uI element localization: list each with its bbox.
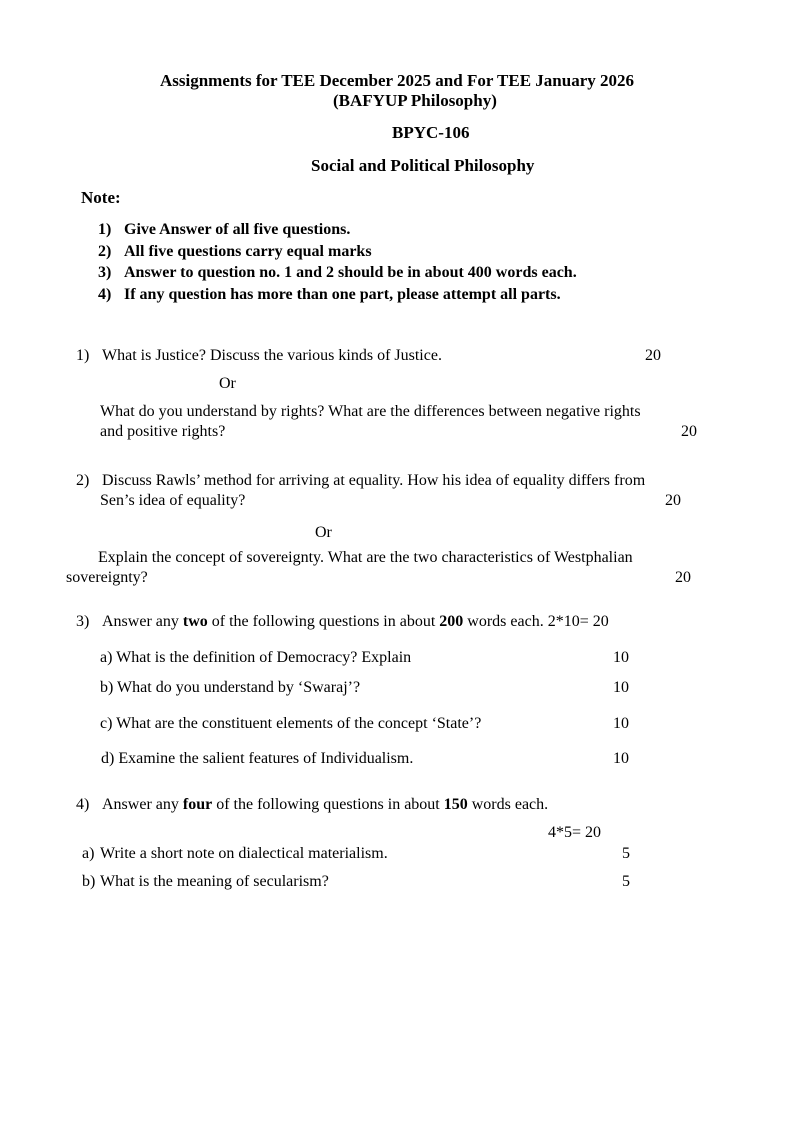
q4-part-b: b) What is the meaning of secularism? — [82, 873, 329, 890]
q2-alt-line-1: Explain the concept of sovereignty. What are the two characteristics of Westphalian — [98, 549, 633, 566]
question-number: 4) — [76, 796, 90, 813]
q3-part-b: b) What do you understand by ‘Swaraj’? — [100, 679, 361, 696]
q1-alt-line-2: and positive rights? — [100, 423, 226, 440]
question-number: 3) — [76, 613, 90, 630]
course-name: Social and Political Philosophy — [311, 156, 535, 175]
q3-part-d: d) Examine the salient features of Individualism. — [101, 750, 414, 767]
q2-or: Or — [315, 524, 332, 541]
q2-alt-line-2: sovereignty? — [66, 569, 148, 586]
note-label: Note: — [81, 188, 121, 207]
q3-part-c: c) What are the constituent elements of the concept ‘State’? — [100, 715, 482, 732]
q3-part-a: a) What is the definition of Democracy? Explain — [100, 649, 412, 666]
question-1-marks: 20 — [645, 347, 661, 364]
question-number: 1) — [76, 347, 90, 364]
q4-total: 4*5= 20 — [548, 824, 602, 841]
question-2 — [76, 472, 645, 490]
q3-part-b-marks: 10 — [613, 679, 629, 696]
q2-line-2: Sen’s idea of equality? — [100, 492, 246, 509]
title-line-1: Assignments for TEE December 2025 and For TEE January 2026 — [160, 71, 634, 90]
q1-alt-marks: 20 — [681, 423, 697, 440]
question-text: What is Justice? Discuss the various kinds of Justice. — [102, 347, 442, 364]
q2-alt-marks: 20 — [675, 569, 691, 586]
note-item: 3) Answer to question no. 1 and 2 should be in about 400 words each. — [98, 264, 577, 281]
note-item: 4) If any question has more than one part, please attempt all parts. — [98, 285, 561, 303]
q4-part-b-marks: 5 — [622, 873, 630, 890]
note-list — [98, 219, 577, 305]
q1-or: Or — [219, 375, 236, 392]
q4-part-a: a) Write a short note on dialectical materialism. — [82, 845, 388, 862]
q3-part-c-marks: 10 — [613, 715, 629, 732]
note-item: 2) All five questions carry equal marks — [98, 242, 372, 260]
note-item: 1) Give Answer of all five questions. — [98, 221, 351, 238]
question-3: 3) Answer any two of the following questions in about 200 words each. 2*10= 20 — [76, 613, 609, 630]
q1-alt-line-1: What do you understand by rights? What are the differences between negative rights — [100, 403, 641, 420]
q4-part-a-marks: 5 — [622, 845, 630, 862]
title-line-2: (BAFYUP Philosophy) — [333, 91, 497, 110]
question-1 — [76, 347, 442, 365]
question-text: Discuss Rawls’ method for arriving at equality. How his idea of equality differs from — [102, 472, 646, 489]
course-code: BPYC-106 — [392, 123, 470, 142]
question-4: 4) Answer any four of the following questions in about 150 words each. — [76, 796, 549, 813]
q3-part-a-marks: 10 — [613, 649, 629, 666]
q3-part-d-marks: 10 — [613, 750, 629, 767]
q2-marks: 20 — [665, 492, 681, 509]
question-number: 2) — [76, 472, 90, 489]
